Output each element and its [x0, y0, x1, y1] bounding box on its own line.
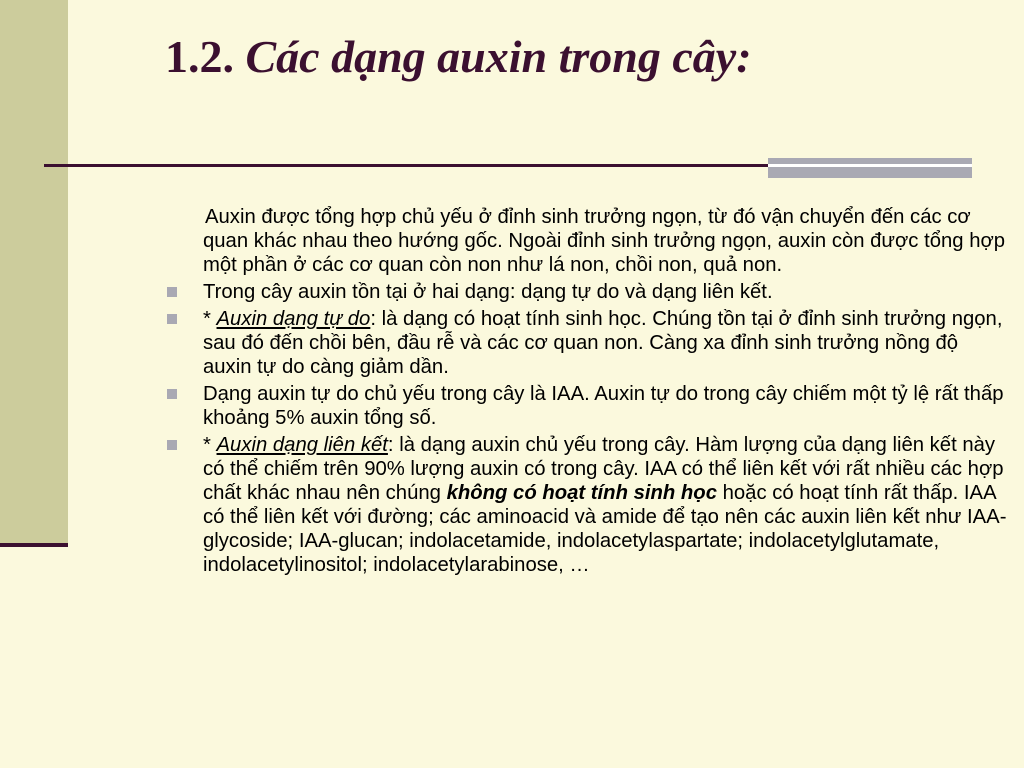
bullet-text	[203, 433, 1010, 577]
bullet-prefix: *	[203, 434, 217, 456]
square-bullet-icon	[167, 287, 177, 297]
bullet-item	[165, 433, 1010, 577]
title-colon: :	[736, 31, 752, 82]
intro-paragraph: Auxin được tổng hợp chủ yếu ở đỉnh sinh trưởng ngọn, từ đó vận chuyển đến các cơ quan khác nhau theo hướng gốc. Ngoài đỉnh sinh trưởng ngọn, auxin còn được tổng hợp một phần ở các cơ quan còn non như lá non, chồi non, quả non.	[203, 206, 1006, 276]
bullet-text	[203, 307, 1010, 379]
bullet-body: : là dạng có hoạt tính sinh học. Chúng tồn tại ở đỉnh sinh trưởng ngọn, sau đó đến chồi bên, đầu rễ và các cơ quan non. Càng xa đỉnh sinh trưởng nồng độ auxin tự do càng giảm dần.	[203, 308, 1003, 378]
square-bullet-icon	[167, 389, 177, 399]
slide-title	[165, 30, 752, 83]
bullet-item	[165, 382, 1010, 430]
bullet-item	[165, 280, 1010, 304]
divider-accent-block	[768, 158, 972, 178]
square-bullet-icon	[167, 314, 177, 324]
term-auxin-bound: Auxin dạng liên kết	[216, 434, 388, 456]
title-number: 1.2.	[165, 31, 234, 82]
bullet-body-end: hoặc có hoạt tính rất thấp. IAA có thể liên kết với đường; các aminoacid và amide để tạo nên các auxin liên kết như IAA-glycoside; IAA-glucan; indolacetamide, indolacetylaspartate; indolacetylglutamate, indolacetylinositol; indolacetylarabinose, …	[203, 482, 1007, 576]
bullet-item	[165, 307, 1010, 379]
left-decorative-bar	[0, 0, 68, 545]
bullet-text: Trong cây auxin tồn tại ở hai dạng: dạng tự do và dạng liên kết.	[203, 281, 773, 303]
slide-body	[165, 205, 1010, 580]
square-bullet-icon	[167, 440, 177, 450]
bullet-text: Dạng auxin tự do chủ yếu trong cây là IAA. Auxin tự do trong cây chiếm một tỷ lệ rất thấp khoảng 5% auxin tổng số.	[203, 383, 1004, 429]
bullet-prefix: *	[203, 308, 217, 330]
left-bar-underline	[0, 543, 68, 547]
emphasis-text: không có hoạt tính sinh học	[446, 482, 717, 504]
term-auxin-free: Auxin dạng tự do	[216, 308, 371, 330]
title-text: Các dạng auxin trong cây	[245, 31, 737, 82]
bullet-body: : là dạng auxin chủ yếu trong cây. Hàm lượng của dạng liên kết này có thể chiếm trên 90% lượng auxin có trong cây. IAA có thể liên kết với rất nhiều các hợp chất khác nhau nên chúng	[203, 434, 1004, 504]
